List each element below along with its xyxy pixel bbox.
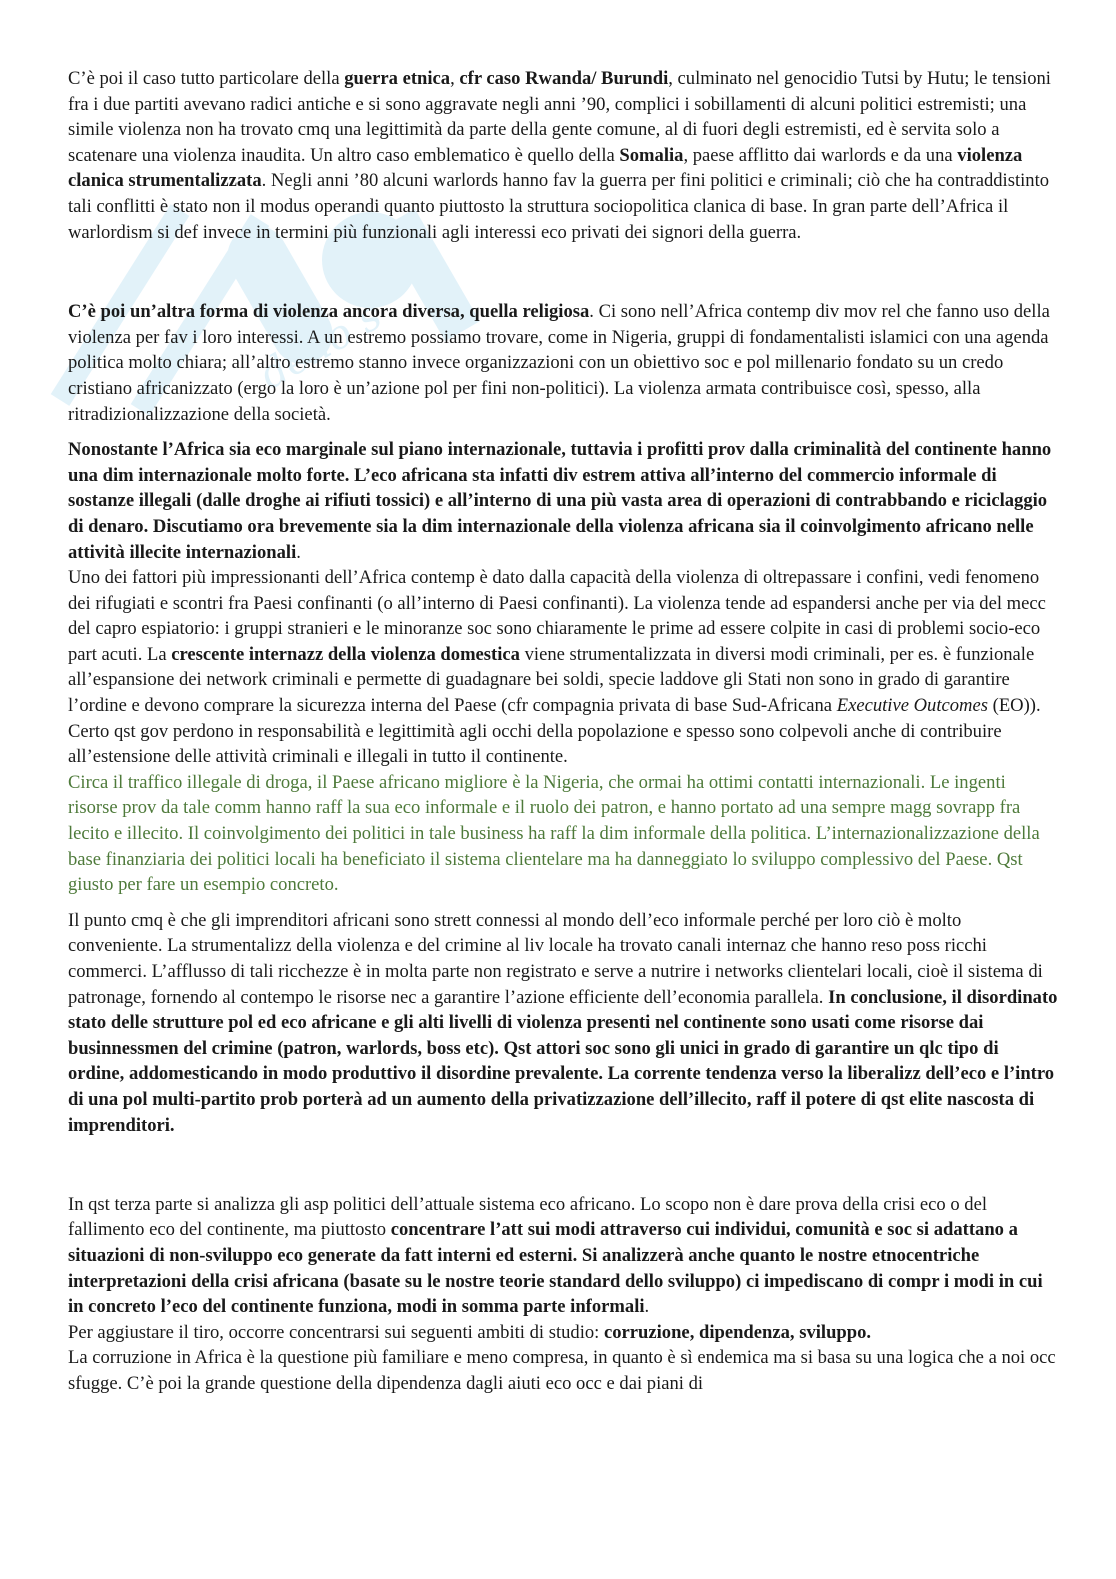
text-run: (EO)). Certo qst gov perdono in responsabilità e legittimità agli occhi della popolazione e spesso sono colpevoli anche di contribuire all’estensione delle attività criminali e illegali in tutto il continente. [68, 695, 1041, 768]
text-run: In qst terza parte si analizza gli asp politici dell’attuale sistema eco africano. Lo scopo non è dare prova della crisi eco o del fallimento eco del continente, ma piuttosto [68, 1193, 987, 1241]
paragraph-drug-traffic-green [68, 770, 1058, 898]
bold-run: corruzione, dipendenza, sviluppo. [603, 1321, 872, 1343]
text-run: C’è poi il caso tutto particolare della [68, 68, 345, 89]
bold-run: concentrare l’att sui modi attraverso cui individui, comunità e soc si adattano a situazioni di non-sviluppo eco generate da fatt interni ed esterni. Si analizzerà anche quanto le nostre etnocentriche interpretazioni della crisi africana (basate su le nostre teorie standard dello sviluppo) ci impediscano di compr i modi in cui in concreto l’eco del continente funziona, modi in somma parte informali [68, 1219, 1043, 1318]
bold-run: crescente internazz della violenza domestica [171, 643, 520, 665]
document-page [68, 66, 1058, 1397]
paragraph-ethnic-war [68, 66, 1058, 245]
text-run: , [450, 68, 460, 89]
bold-run: C’è poi un’altra forma di violenza ancora diversa, quella religiosa [68, 301, 590, 323]
text-run: Il punto cmq è che gli imprenditori africani sono strett connessi al mondo dell’eco informale perché per loro ciò è molto conveniente. La strumentalizz della violenza e del crimine al liv locale ha trovato canali internaz che hanno reso poss ricchi commerci. L’afflusso di tali ricchezze è in molta parte non registrato e serve a nutrire i networks clientelari locali, cioè il sistema di patronage, fornendo al contempo le risorse nec a garantire l’azione efficiente dell’economia parallela. [68, 909, 1043, 1008]
svg-text:dello s: dello s [252, 292, 390, 399]
paragraph-conclusion [68, 908, 1058, 1138]
text-run: La corruzione in Africa è la questione più familiare e meno compresa, in quanto è sì endemica ma si basa su una logica che a noi occ sfugge. C’è poi la grande questione della dipendenza dagli aiuti eco occ e dai piani di [68, 1347, 1056, 1394]
paragraph-study-areas [68, 1320, 1058, 1346]
text-run: viene strumentalizzata in diversi modi criminali, per es. è funzionale all’espansione dei network criminali e permette di guadagnare bei soldi, specie laddove gli Stati non sono in grado di garantire l’ordine e devono comprare la sicurezza interna del Paese (cfr compagnia privata di base Sud-Africana [68, 643, 1035, 717]
bold-run: cfr caso Rwanda/ Burundi [459, 68, 669, 89]
bold-run: Nonostante l’Africa sia eco marginale sul piano internazionale, tuttavia i profitti prov dalla criminalità del continente hanno una dim internazionale molto forte. L’eco africana sta infatti div estrem attiva all’interno del commercio informale di sostanze illegali (dalle droghe ai rifiuti tossici) e all’interno di una più vasta area di operazioni di contrabbando e riciclaggio di denaro. Discutiamo ora brevemente sia la dim internazionale della violenza africana sia il coinvolgimento africano nelle attività illecite internazionali [68, 439, 1052, 563]
text-run: , culminato nel genocidio Tutsi by Hutu; le tensioni fra i due partiti avevano radici antiche e si sono aggravate negli anni ’90, complici i sobillamenti di alcuni politici estremisti; una simile violenza non ha trovato cmq una legittimità da parte della gente comune, al di fuori degli estremisti, ed è servita solo a scatenare una violenza inaudita. Un altro caso emblematico è quello della [68, 68, 1051, 166]
bold-run: guerra etnica [344, 68, 451, 89]
text-run: . [644, 1296, 650, 1318]
text-run: , paese afflitto dai warlords e da una [683, 144, 958, 166]
bold-run: violenza clanica strumentalizzata [68, 144, 1023, 192]
paragraph-cross-border-violence [68, 565, 1058, 770]
text-run: Per aggiustare il tiro, occorre concentrarsi sui seguenti ambiti di studio: [68, 1321, 604, 1343]
paragraph-part3-intro [68, 1192, 1058, 1320]
bold-run: Somalia [619, 144, 684, 166]
text-run: . [296, 541, 301, 563]
bold-run: In conclusione, il disordinato stato delle strutture pol ed eco africane e gli alti livelli di violenza presenti nel continente sono usati come risorse dai businnessmen del crimine (patron, warlords, boss etc). Qst attori soc sono gli unici in grado di garantire un qlc tipo di ordine, addomesticando in modo produttivo il disordine prevalente. La corrente tendenza verso la liberalizz dell’eco e l’intro di una pol multi-partito prob porterà ad un aumento della privatizzazione dell’illecito, raff il potere di qst elite nascosta di imprenditori. [68, 986, 1058, 1136]
italic-run: Executive Outcomes [836, 695, 988, 717]
text-run: Uno dei fattori più impressionanti dell’Africa contemp è dato dalla capacità della violenza di oltrepassare i confini, vedi fenomeno dei rifugiati e scontri fra Paesi confinanti (o all’interno di Paesi confinanti). La violenza tende ad espandersi anche per via del mecc del capro espiatorio: i gruppi stranieri e le minoranze soc sono chiaramente le prime ad essere colpite in casi di problemi socio-eco part acuti. La [68, 567, 1046, 665]
text-run: . Ci sono nell’Africa contemp div mov rel che fanno uso della violenza per fav i loro interessi. A un estremo possiamo trovare, come in Nigeria, gruppi di fondamentalisti islamici con una agenda politica molto chiara; all’altro estremo stanno invece organizzazioni con un obiettivo soc e pol millenario fondato su un credo cristiano africanizzato (ergo la loro è un’azione pol per fini non-politici). La violenza armata contribuisce così, spesso, alla ritradizionalizzazione della società. [68, 301, 1050, 425]
paragraph-international-criminality [68, 437, 1058, 565]
section-heading [68, 1158, 1058, 1184]
text-run: . Negli anni ’80 alcuni warlords hanno fav la guerra per fini politici e criminali; ciò che ha contraddistinto tali conflitti è stato non il modus operandi quanto piuttosto la struttura sociopolitica clanica di base. In gran parte dell’Africa il warlordism si def invece in termini più funzionali agli interessi eco privati dei signori della guerra. [68, 170, 1050, 243]
paragraph-corruption [68, 1345, 1058, 1396]
paragraph-religious-violence [68, 299, 1058, 427]
text-run: Circa il traffico illegale di droga, il Paese africano migliore è la Nigeria, che ormai ha ottimi contatti internazionali. Le ingenti risorse prov da tale comm hanno raff la sua eco informale e il ruolo dei patron, e hanno portato ad una sempre magg sovrapp fra lecito e illecito. Il coinvolgimento dei politici in tale business ha raff la dim informale della politica. L’internazionalizzazione della base finanziaria dei politici locali ha beneficiato il sistema clientelare ma ha danneggiato lo sviluppo complessivo del Paese. Qst giusto per fare un esempio concreto. [68, 771, 1040, 896]
